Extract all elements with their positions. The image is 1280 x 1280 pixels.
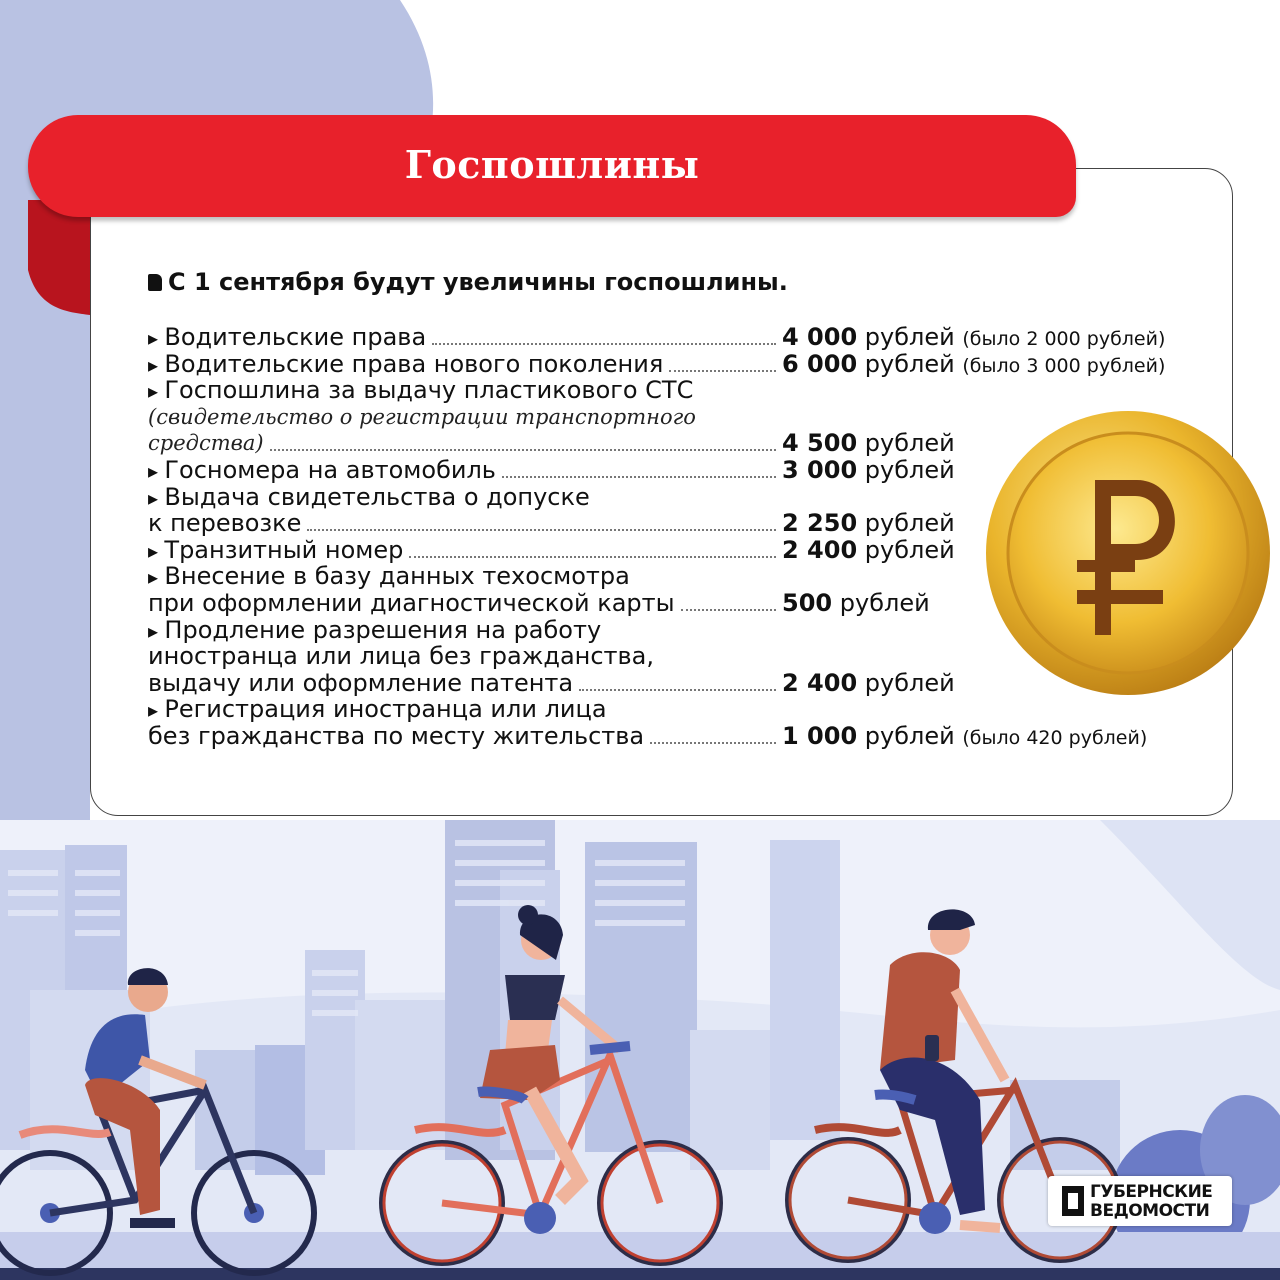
bullet-arrow-icon: ▸ xyxy=(148,698,165,723)
fee-previous: (было 420 рублей) xyxy=(962,727,1148,749)
fee-label-text: к перевозке xyxy=(148,509,302,538)
fee-unit: рублей xyxy=(864,668,955,697)
fee-unit: рублей xyxy=(864,349,955,378)
fee-amount: 500 xyxy=(782,589,833,617)
fee-amount: 4 500 xyxy=(782,429,858,458)
bullet-arrow-icon: ▸ xyxy=(148,352,165,377)
bullet-arrow-icon: ▸ xyxy=(148,565,165,590)
fee-label-text: иностранца или лица без гражданства, xyxy=(148,642,655,671)
page-title: Госпошлины xyxy=(404,142,700,187)
fee-label-text: Водительские права нового поколения xyxy=(164,349,664,378)
publisher-logo xyxy=(1048,1176,1232,1226)
fee-label-text: Госпошлина за выдачу пластикового СТС xyxy=(164,376,694,405)
fee-unit: рублей xyxy=(864,456,955,484)
fee-label-note: (свидетельство о регистрации транспортного xyxy=(148,404,696,429)
fee-label xyxy=(148,484,590,511)
fee-amount: 4 000 xyxy=(782,323,858,351)
fee-label xyxy=(148,670,573,697)
dotted-leader xyxy=(270,449,776,451)
fee-label-text: Транзитный номер xyxy=(164,535,404,564)
fee-label xyxy=(148,324,426,351)
dotted-leader xyxy=(681,609,776,611)
fee-previous: (было 3 000 рублей) xyxy=(962,354,1166,377)
dotted-leader xyxy=(502,476,776,478)
intro-label: С 1 сентября будут увеличины госпошлины. xyxy=(168,268,788,296)
fee-price xyxy=(782,723,1147,752)
fee-label xyxy=(148,723,644,750)
fee-label xyxy=(148,696,607,723)
ruble-coin-icon xyxy=(985,410,1275,700)
fee-unit: рублей xyxy=(839,589,930,617)
fee-amount: 1 000 xyxy=(782,722,858,750)
fee-label-note: средства) xyxy=(148,431,264,456)
fee-label-text: Продление разрешения на работу xyxy=(164,615,602,644)
fee-price xyxy=(782,430,955,457)
fee-unit: рублей xyxy=(864,722,955,750)
bullet-arrow-icon: ▸ xyxy=(148,618,165,643)
fee-label xyxy=(148,510,301,537)
fee-label xyxy=(148,377,693,404)
fee-previous: (было 2 000 рублей) xyxy=(962,328,1166,350)
fee-price xyxy=(782,510,955,537)
dotted-leader xyxy=(669,370,776,372)
fee-amount: 2 400 xyxy=(782,668,858,697)
bullet-arrow-icon: ▸ xyxy=(148,459,165,483)
fee-label-text: выдачу или оформление патента xyxy=(148,668,574,697)
fee-unit: рублей xyxy=(864,429,955,458)
fee-label xyxy=(148,590,675,617)
dotted-leader xyxy=(409,556,776,558)
dotted-leader xyxy=(650,742,776,744)
fee-label xyxy=(148,457,496,484)
fee-price xyxy=(782,537,955,564)
logo-line2: ВЕДОМОСТИ xyxy=(1090,1201,1210,1221)
fee-label xyxy=(148,617,601,644)
fee-label xyxy=(148,351,663,378)
fee-amount: 2 250 xyxy=(782,509,858,538)
fee-unit: рублей xyxy=(864,509,955,538)
ribbon-fold xyxy=(28,200,98,315)
fee-label-text: при оформлении диагностической карты xyxy=(148,589,675,617)
fee-label xyxy=(148,537,403,564)
fee-price xyxy=(782,457,955,484)
fee-label-text: Внесение в базу данных техосмотра xyxy=(164,562,630,591)
dotted-leader xyxy=(307,529,776,531)
fee-price xyxy=(782,590,930,617)
dotted-leader xyxy=(579,689,776,691)
logo-mark-icon xyxy=(1062,1186,1084,1216)
fee-label xyxy=(148,643,654,670)
fee-price xyxy=(782,351,1165,380)
bullet-arrow-icon: ▸ xyxy=(148,485,165,510)
bullet-arrow-icon: ▸ xyxy=(148,379,165,404)
fee-label-text: Регистрация иностранца или лица xyxy=(164,695,607,724)
intro-text xyxy=(148,268,788,296)
bullet-arrow-icon: ▸ xyxy=(148,326,165,350)
logo-line1: ГУБЕРНСКИЕ xyxy=(1090,1182,1213,1202)
fee-price xyxy=(782,670,955,697)
fee-label xyxy=(148,563,630,590)
fee-amount: 2 400 xyxy=(782,535,858,564)
fee-label-text: Водительские права xyxy=(164,323,427,351)
fee-label-text: без гражданства по месту жительства xyxy=(148,722,645,750)
bullet-arrow-icon: ▸ xyxy=(148,538,165,563)
fee-label-text: Выдача свидетельства о допуске xyxy=(164,482,590,511)
fee-amount: 3 000 xyxy=(782,456,858,484)
fee-unit: рублей xyxy=(864,535,955,564)
fee-amount: 6 000 xyxy=(782,349,858,378)
dotted-leader xyxy=(432,343,776,345)
fee-label-text: Госномера на автомобиль xyxy=(164,456,496,484)
document-icon xyxy=(148,274,162,291)
fee-unit: рублей xyxy=(864,323,955,351)
